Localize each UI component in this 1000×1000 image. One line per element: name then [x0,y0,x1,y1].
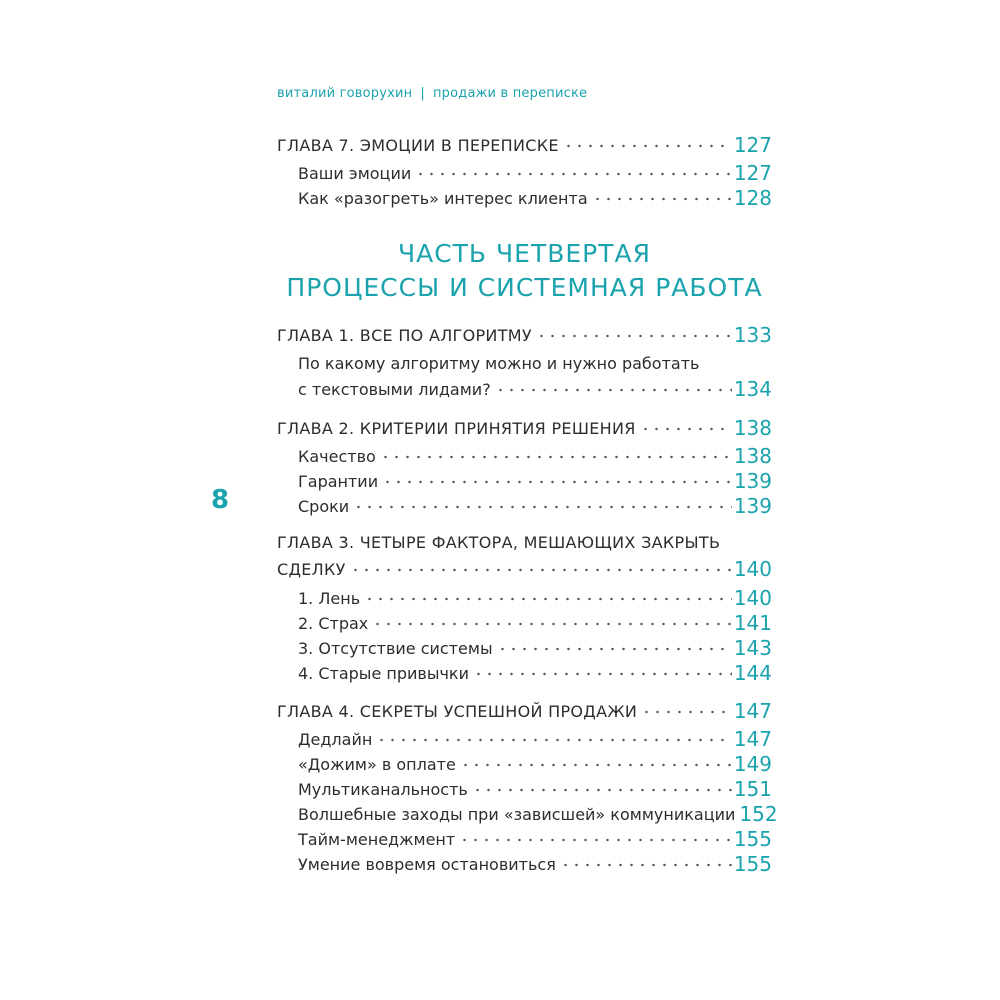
toc-page-number: 140 [733,557,772,581]
toc-entry[interactable] [298,372,772,400]
toc-entry-chapter-1[interactable] [277,318,772,346]
dot-leader [415,169,732,179]
toc-entry-label: Тайм-менеджмент [298,830,456,849]
dot-leader [459,835,732,845]
part-title-line-1: ЧАСТЬ ЧЕТВЕРТАЯ [397,239,652,268]
toc-entry-label: 3. Отсутствие системы [298,639,493,658]
toc-entry[interactable] [298,747,772,775]
toc-page-number: 139 [733,494,772,518]
toc-page-number: 127 [733,133,772,157]
toc-page-number: 140 [733,586,772,610]
toc-entry[interactable] [298,772,772,800]
toc-entry[interactable] [298,464,772,492]
dot-leader [640,424,732,434]
toc-entry[interactable] [298,181,772,209]
toc-page-number: 133 [733,323,772,347]
dot-leader [497,644,732,654]
toc-entry-label: «Дожим» в оплате [298,755,456,774]
toc-entry-label: Мультиканальность [298,780,468,799]
toc-page-number: 144 [733,661,772,685]
toc-entry-chapter-4[interactable] [277,694,772,722]
dot-leader [353,502,732,512]
toc-entry-label: Как «разогреть» интерес клиента [298,189,588,208]
toc-entry[interactable] [298,847,772,875]
toc-entry-label: с текстовыми лидами? [298,380,491,399]
toc-page-number: 147 [733,727,772,751]
toc-entry-label: 2. Страх [298,614,369,633]
dot-leader [350,565,732,575]
toc-page-number: 143 [733,636,772,660]
toc-entry[interactable] [298,439,772,467]
dot-leader [563,141,732,151]
toc-page-number: 134 [733,377,772,401]
toc-page-number: 151 [733,777,772,801]
toc-entry-label: ГЛАВА 1. ВСЕ ПО АЛГОРИТМУ [277,326,532,345]
toc-entry-label: Сроки [298,497,350,516]
toc-entry[interactable] [298,489,772,517]
dot-leader [495,385,732,395]
part-title-line-2: ПРОЦЕССЫ И СИСТЕМНАЯ РАБОТА [286,273,763,302]
toc-page-number: 138 [733,416,772,440]
header-author: виталий говорухин [277,86,413,101]
toc-entry-chapter-7[interactable] [277,128,772,156]
dot-leader [364,594,732,604]
running-header [277,86,587,101]
dot-leader [382,477,732,487]
toc-entry-chapter-2[interactable] [277,411,772,439]
toc-entry[interactable] [298,656,772,684]
toc-entry[interactable] [298,797,778,826]
toc-entry[interactable] [298,581,772,609]
toc-entry-label: 1. Лень [298,589,361,608]
dot-leader [641,707,732,717]
toc-entry-label: Гарантии [298,472,379,491]
toc-page-number: 138 [733,444,772,468]
page-number: 8 [211,485,230,515]
toc-entry-label: ГЛАВА 4. СЕКРЕТЫ УСПЕШНОЙ ПРОДАЖИ [277,702,638,721]
toc-entry[interactable] [298,722,772,750]
dot-leader [372,619,732,629]
toc-entry-label: ГЛАВА 2. КРИТЕРИИ ПРИНЯТИЯ РЕШЕНИЯ [277,419,636,438]
toc-entry-label: 4. Старые привычки [298,664,469,683]
toc-entry[interactable] [298,822,772,850]
toc-entry-label-line: ГЛАВА 3. ЧЕТЫРЕ ФАКТОРА, МЕШАЮЩИХ ЗАКРЫТЬ [277,533,721,552]
toc-entry[interactable] [298,631,772,659]
toc-entry[interactable] [298,156,772,184]
toc-entry-label: СДЕЛКУ [277,560,346,579]
toc-page-number: 155 [733,827,772,851]
toc-entry-label-line: По какому алгоритму можно и нужно работать [298,354,700,373]
toc-page-number: 149 [733,752,772,776]
dot-leader [536,331,732,341]
toc-entry-label: Качество [298,447,376,466]
toc-entry-label: Дедлайн [298,730,373,749]
toc-page-number: 155 [733,852,772,876]
dot-leader [460,760,732,770]
toc-entry[interactable] [298,606,772,634]
dot-leader [376,735,732,745]
toc-page-number: 128 [733,186,772,210]
toc-page-number: 127 [733,161,772,185]
toc-page-number: 141 [733,611,772,635]
dot-leader [560,860,732,870]
header-book-title: продажи в переписке [432,86,588,101]
toc-page-number: 147 [733,699,772,723]
dot-leader [473,669,732,679]
toc-entry-label: Умение вовремя остановиться [298,855,556,874]
toc-entry-label: Ваши эмоции [298,164,412,183]
toc-page-number: 139 [733,469,772,493]
toc-entry-label: ГЛАВА 7. ЭМОЦИИ В ПЕРЕПИСКЕ [277,136,559,155]
header-separator: | [420,86,425,101]
dot-leader [592,194,732,204]
toc-page-number: 152 [739,802,778,826]
toc-entry-chapter-3[interactable] [277,552,772,580]
toc-entry-label: Волшебные заходы при «зависшей» коммуникации [298,805,736,824]
dot-leader [380,452,732,462]
dot-leader [472,785,732,795]
